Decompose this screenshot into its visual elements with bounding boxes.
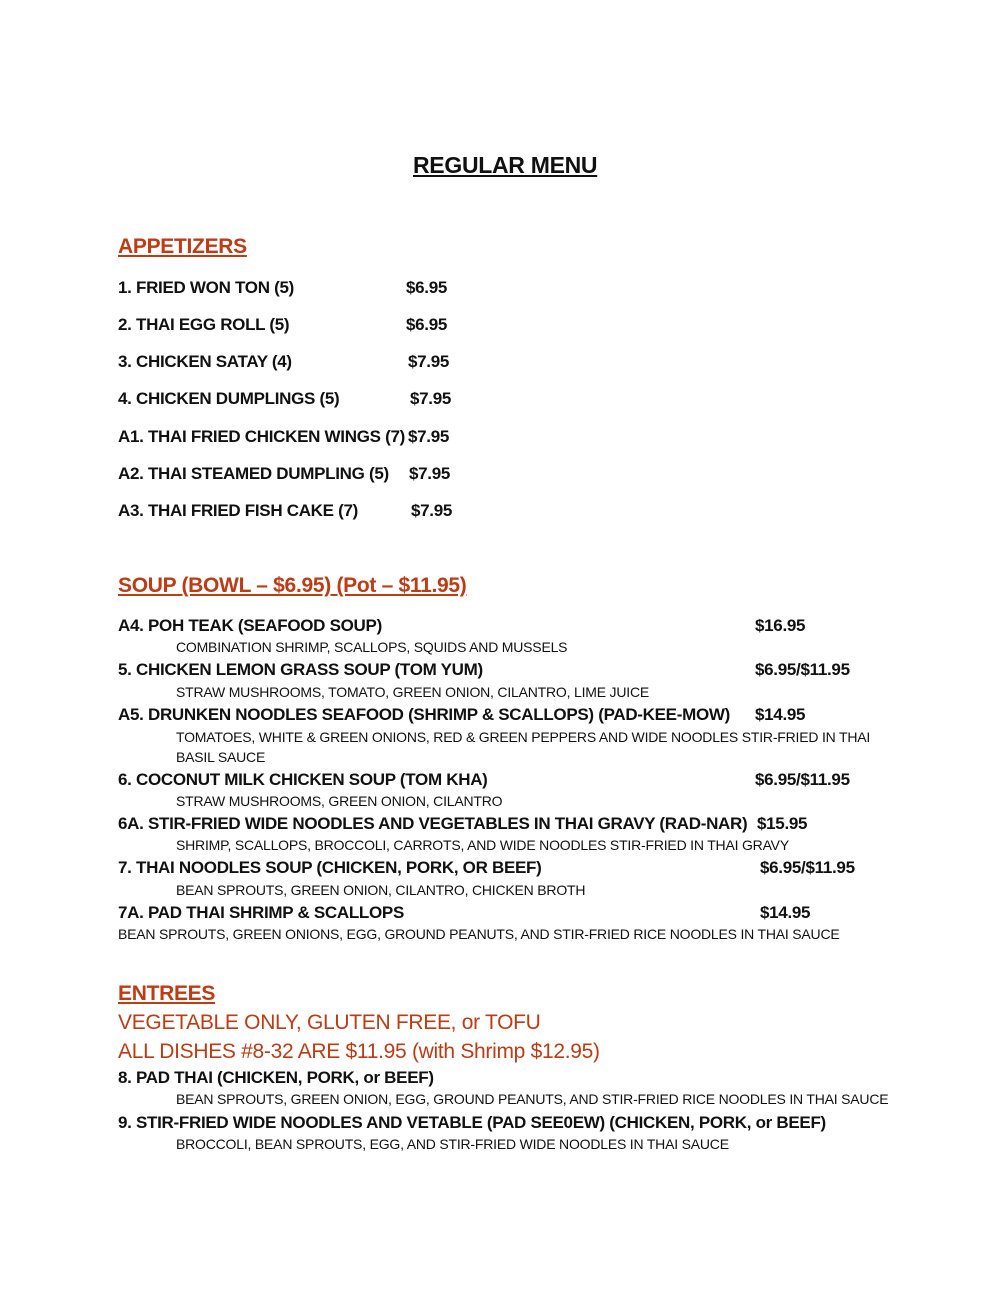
appetizer-name: 3. CHICKEN SATAY (4) — [118, 352, 292, 371]
soup-item-price: $16.95 — [755, 616, 806, 635]
soup-item-desc: SHRIMP, SCALLOPS, BROCCOLI, CARROTS, AND WIDE NOODLES STIR-FRIED IN THAI GRAVY — [176, 837, 789, 853]
appetizer-price: $7.95 — [408, 352, 450, 371]
soup-item-price: $14.95 — [760, 903, 811, 922]
entree-item-name: 9. STIR-FRIED WIDE NOODLES AND VETABLE (PAD SEE0EW) (CHICKEN, PORK, or BEEF) — [118, 1113, 826, 1132]
appetizer-price: $6.95 — [406, 315, 448, 334]
soup-item-desc: COMBINATION SHRIMP, SCALLOPS, SQUIDS AND MUSSELS — [176, 639, 568, 655]
soup-heading: SOUP (BOWL – $6.95) (Pot – $11.95) — [118, 574, 467, 597]
entrees-heading: ENTREES — [118, 982, 216, 1005]
soup-item-name: A5. DRUNKEN NOODLES SEAFOOD (SHRIMP & SCALLOPS) (PAD-KEE-MOW) — [118, 705, 730, 724]
entree-item-desc: BROCCOLI, BEAN SPROUTS, EGG, AND STIR-FRIED WIDE NOODLES IN THAI SAUCE — [176, 1136, 729, 1152]
appetizer-name: 2. THAI EGG ROLL (5) — [118, 315, 290, 334]
soup-item-desc: BEAN SPROUTS, GREEN ONION, CILANTRO, CHICKEN BROTH — [176, 882, 586, 898]
soup-item-price: $6.95/$11.95 — [760, 858, 855, 877]
soup-item-name: 5. CHICKEN LEMON GRASS SOUP (TOM YUM) — [118, 660, 483, 679]
soup-item-price: $6.95/$11.95 — [755, 770, 850, 789]
appetizer-name: A3. THAI FRIED FISH CAKE (7) — [118, 501, 359, 520]
appetizer-name: A2. THAI STEAMED DUMPLING (5) — [118, 464, 389, 483]
appetizer-name: 1. FRIED WON TON (5) — [118, 278, 294, 297]
entree-item-desc: BEAN SPROUTS, GREEN ONION, EGG, GROUND PEANUTS, AND STIR-FRIED RICE NOODLES IN THAI SAUCE — [176, 1091, 889, 1107]
appetizer-price: $7.95 — [408, 427, 450, 446]
soup-item-name: 6A. STIR-FRIED WIDE NOODLES AND VEGETABLES IN THAI GRAVY (RAD-NAR) — [118, 814, 748, 833]
appetizer-price: $7.95 — [409, 464, 451, 483]
appetizers-heading: APPETIZERS — [118, 235, 247, 258]
soup-item-price: $15.95 — [757, 814, 808, 833]
soup-item-desc: BEAN SPROUTS, GREEN ONIONS, EGG, GROUND PEANUTS, AND STIR-FRIED RICE NOODLES IN THAI SAUCE — [118, 926, 840, 942]
appetizer-name: A1. THAI FRIED CHICKEN WINGS (7) — [118, 427, 405, 446]
appetizer-price: $7.95 — [411, 501, 453, 520]
soup-item-price: $6.95/$11.95 — [755, 660, 850, 679]
soup-item-name: A4. POH TEAK (SEAFOOD SOUP) — [118, 616, 382, 635]
entrees-subheading: ALL DISHES #8-32 ARE $11.95 (with Shrimp $12.95) — [118, 1040, 600, 1063]
soup-item-desc: STRAW MUSHROOMS, GREEN ONION, CILANTRO — [176, 793, 503, 809]
soup-item-name: 6. COCONUT MILK CHICKEN SOUP (TOM KHA) — [118, 770, 488, 789]
appetizer-name: 4. CHICKEN DUMPLINGS (5) — [118, 389, 340, 408]
soup-item-desc: STRAW MUSHROOMS, TOMATO, GREEN ONION, CILANTRO, LIME JUICE — [176, 684, 649, 700]
soup-item-name: 7. THAI NOODLES SOUP (CHICKEN, PORK, OR BEEF) — [118, 858, 542, 877]
entrees-subheading: VEGETABLE ONLY, GLUTEN FREE, or TOFU — [118, 1011, 541, 1034]
soup-item-name: 7A. PAD THAI SHRIMP & SCALLOPS — [118, 903, 405, 922]
entree-item-name: 8. PAD THAI (CHICKEN, PORK, or BEEF) — [118, 1068, 434, 1087]
soup-item-desc: TOMATOES, WHITE & GREEN ONIONS, RED & GREEN PEPPERS AND WIDE NOODLES STIR-FRIED IN THAI — [176, 729, 871, 745]
appetizer-price: $6.95 — [406, 278, 448, 297]
appetizer-price: $7.95 — [410, 389, 452, 408]
menu-title: REGULAR MENU — [413, 152, 598, 178]
soup-item-desc: BASIL SAUCE — [176, 749, 266, 765]
soup-item-price: $14.95 — [755, 705, 806, 724]
